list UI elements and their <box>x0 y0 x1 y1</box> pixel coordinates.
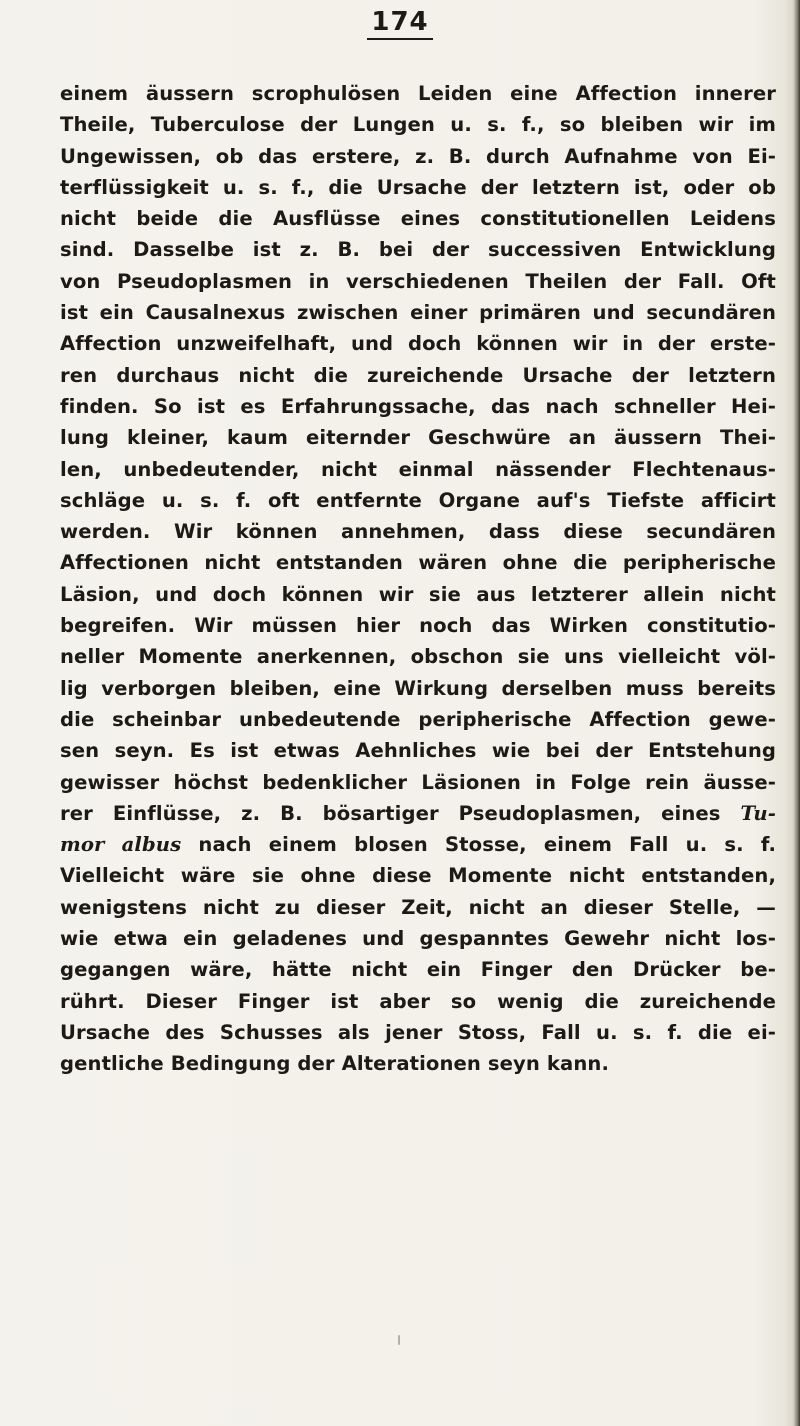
page-number-text: 174 <box>367 6 432 40</box>
text-line: Affection unzweifelhaft, und doch können wir in der erste- <box>60 332 776 356</box>
text-line: begreifen. Wir müssen hier noch das Wirken constitutio- <box>60 614 776 638</box>
text-line: finden. So ist es Erfahrungssache, das nach schneller Hei- <box>60 394 776 418</box>
text-line: von Pseudoplasmen in verschiedenen Theilen der Fall. Oft <box>60 269 776 293</box>
text-line: wie etwa ein geladenes und gespanntes Gewehr nicht los- <box>60 927 776 951</box>
text-line: Vielleicht wäre sie ohne diese Momente nicht entstanden, <box>60 864 776 888</box>
text-line-segment: nach einem blosen Stosse, einem Fall u. s. f. <box>198 833 777 857</box>
text-line-segment: rer Einflüsse, z. B. bösartiger Pseudoplasmen, eines <box>60 801 721 825</box>
text-line: gewisser höchst bedenklicher Läsionen in Folge rein äusse- <box>60 770 776 794</box>
text-line: ist ein Causalnexus zwischen einer primären und secundären <box>60 301 776 325</box>
text-line: terflüssigkeit u. s. f., die Ursache der letztern ist, oder ob <box>60 175 776 199</box>
text-line <box>60 829 776 860</box>
text-line: nicht beide die Ausflüsse eines constitutionellen Leidens <box>60 207 776 231</box>
text-line: ren durchaus nicht die zureichende Ursache der letztern <box>60 363 776 387</box>
italic-term: mor albus <box>60 833 182 857</box>
text-line: Ursache des Schusses als jener Stoss, Fall u. s. f. die ei- <box>60 1020 776 1044</box>
text-line: sen seyn. Es ist etwas Aehnliches wie bei der Entstehung <box>60 739 776 763</box>
text-line: wenigstens nicht zu dieser Zeit, nicht an dieser Stelle, — <box>60 895 776 919</box>
text-line <box>60 798 776 829</box>
page-number <box>0 6 800 40</box>
text-line: schläge u. s. f. oft entfernte Organe auf's Tiefste afficirt <box>60 488 776 512</box>
text-line: gegangen wäre, hätte nicht ein Finger den Drücker be- <box>60 958 776 982</box>
text-line: Läsion, und doch können wir sie aus letzterer allein nicht <box>60 582 776 606</box>
body-text <box>60 78 776 1080</box>
paper-speck <box>398 1335 400 1345</box>
text-line: gentliche Bedingung der Alterationen seyn kann. <box>60 1052 609 1076</box>
page-edge-shadow <box>793 0 800 1426</box>
text-line: werden. Wir können annehmen, dass diese secundären <box>60 520 776 544</box>
text-line: Theile, Tuberculose der Lungen u. s. f., so bleiben wir im <box>60 113 776 137</box>
text-line: die scheinbar unbedeutende peripherische Affection gewe- <box>60 707 776 731</box>
italic-term: Tu- <box>740 801 776 825</box>
text-line: neller Momente anerkennen, obschon sie uns vielleicht völ- <box>60 645 776 669</box>
text-line: len, unbedeutender, nicht einmal nässender Flechtenaus- <box>60 457 776 481</box>
text-line: einem äussern scrophulösen Leiden eine Affection innerer <box>60 82 776 105</box>
text-line: lung kleiner, kaum eiternder Geschwüre an äussern Thei- <box>60 426 776 450</box>
text-line: Ungewissen, ob das erstere, z. B. durch Aufnahme von Ei- <box>60 144 776 168</box>
text-line: Affectionen nicht entstanden wären ohne die peripherische <box>60 551 776 575</box>
text-line: rührt. Dieser Finger ist aber so wenig die zureichende <box>60 989 776 1013</box>
text-line: sind. Dasselbe ist z. B. bei der successiven Entwicklung <box>60 238 776 262</box>
text-line: lig verborgen bleiben, eine Wirkung derselben muss bereits <box>60 676 776 700</box>
